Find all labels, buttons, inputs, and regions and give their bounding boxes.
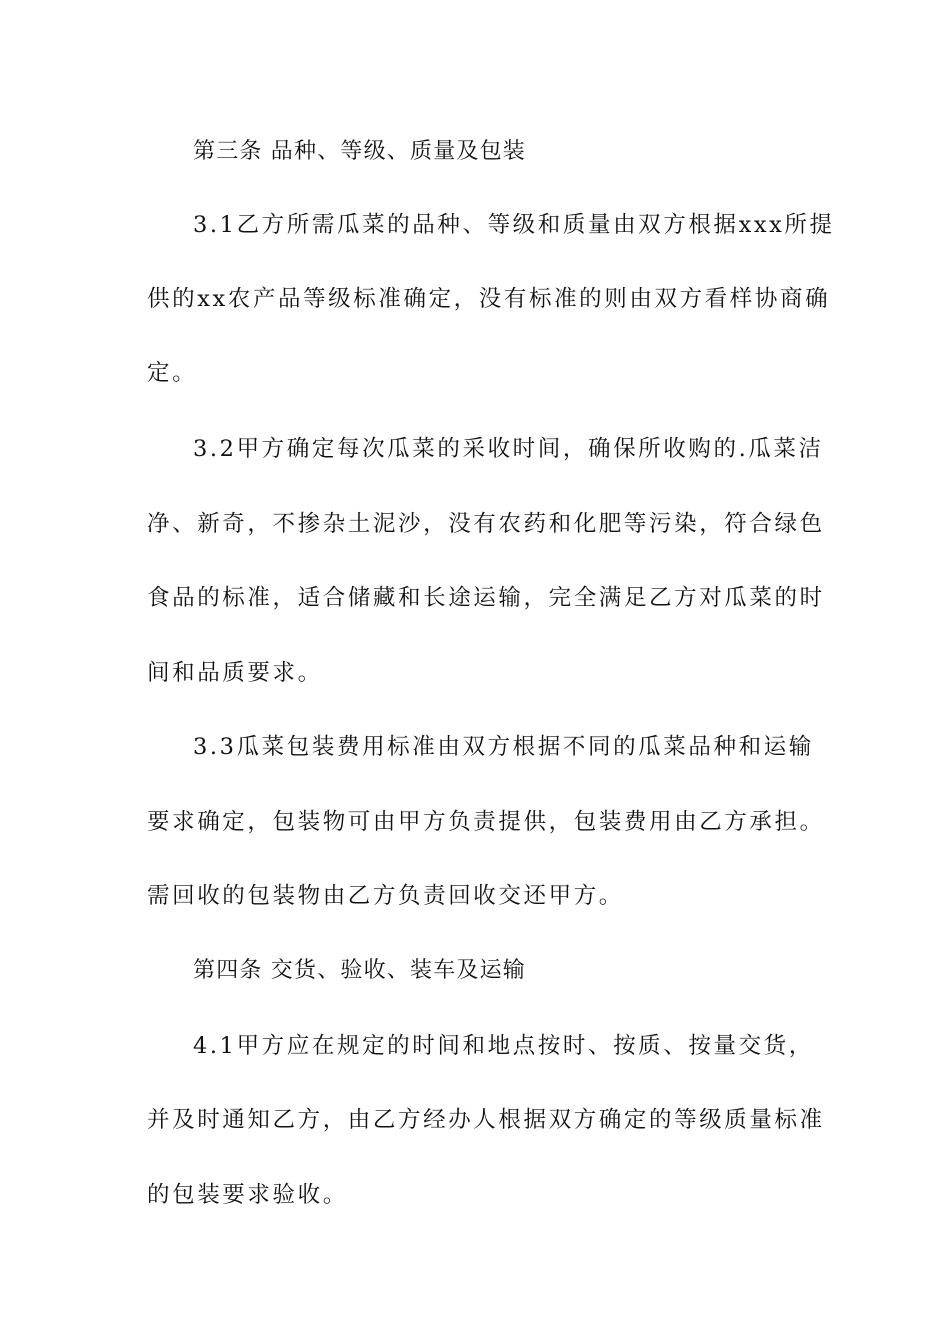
- paragraph-3-2-line-1: 3.2甲方确定每次瓜菜的采收时间，确保所收购的.瓜菜洁: [193, 436, 824, 462]
- paragraph-4-1-line-1: 4.1甲方应在规定的时间和地点按时、按质、按量交货，: [193, 1033, 814, 1059]
- paragraph-3-1-line-1: 3.1乙方所需瓜菜的品种、等级和质量由双方根据xxx所提: [193, 212, 835, 238]
- article-3-heading: 第三条 品种、等级、质量及包装: [193, 139, 526, 164]
- article-4-heading: 第四条 交货、验收、装车及运输: [193, 958, 526, 983]
- paragraph-3-3-line-2: 要求确定，包装物可由甲方负责提供，包装费用由乙方承担。: [147, 809, 825, 835]
- paragraph-3-2-line-4: 间和品质要求。: [147, 660, 323, 686]
- paragraph-3-2-line-3: 食品的标准，适合储藏和长途运输，完全满足乙方对瓜菜的时: [147, 585, 825, 611]
- paragraph-3-1-line-3: 定。: [147, 360, 198, 386]
- paragraph-3-1-line-2: 供的xx农产品等级标准确定，没有标准的则由双方看样协商确: [147, 286, 831, 312]
- paragraph-3-3-line-3: 需回收的包装物由乙方负责回收交还甲方。: [147, 883, 624, 909]
- paragraph-4-1-line-2: 并及时通知乙方，由乙方经办人根据双方确定的等级质量标准: [147, 1107, 825, 1133]
- paragraph-3-3-line-1: 3.3瓜菜包装费用标准由双方根据不同的瓜菜品种和运输: [193, 734, 814, 760]
- paragraph-3-2-line-2: 净、新奇，不掺杂土泥沙，没有农药和化肥等污染，符合绿色: [147, 511, 825, 537]
- paragraph-4-1-line-3: 的包装要求验收。: [147, 1182, 348, 1208]
